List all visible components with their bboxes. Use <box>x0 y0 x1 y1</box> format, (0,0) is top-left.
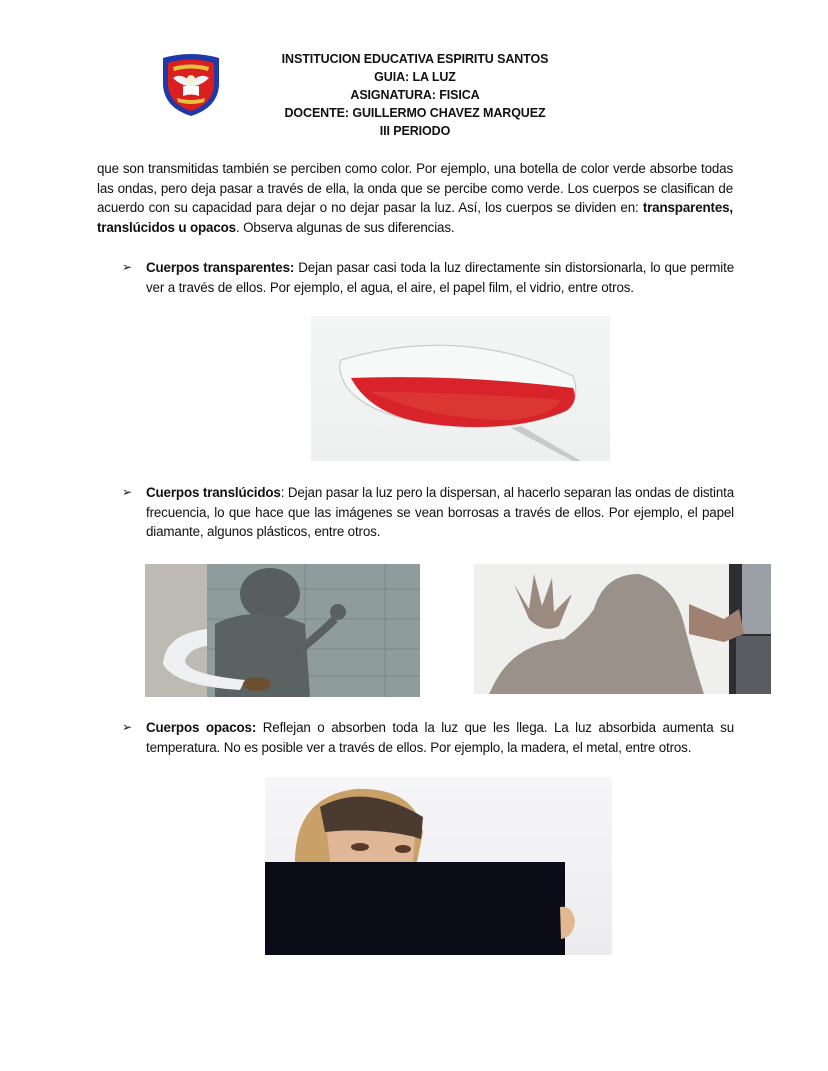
bullet-title: Cuerpos transparentes: <box>146 260 295 275</box>
arrow-bullet-icon: ➢ <box>122 720 133 734</box>
bullet-title: Cuerpos opacos: <box>146 720 257 735</box>
institution-name: INSTITUCION EDUCATIVA ESPIRITU SANTOS <box>281 52 549 66</box>
bullet-opacos <box>122 718 734 757</box>
person-behind-black-board-image <box>265 777 612 955</box>
intro-text-end: . Observa algunas de sus diferencias. <box>235 219 455 235</box>
intro-text: que son transmitidas también se perciben como color. Por ejemplo, una botella de color verde absorbe todas las ondas, pero deja pasar a través de ella, la onda que se percibe como verde. Los cuerpos se clasifican de acuerdo con su capacidad para dejar o no dejar pasar la luz. Así, los cuerpos se dividen en: <box>97 161 733 215</box>
teacher: DOCENTE: GUILLERMO CHAVEZ MARQUEZ <box>284 106 546 120</box>
document-header <box>230 50 600 140</box>
school-crest-icon <box>159 52 223 118</box>
wine-glass-image <box>311 316 610 461</box>
arrow-bullet-icon: ➢ <box>122 485 133 499</box>
subject: ASIGNATURA: FISICA <box>350 88 480 102</box>
guide-title: GUIA: LA LUZ <box>374 70 456 84</box>
intro-paragraph <box>97 159 733 237</box>
translucent-panel-person-image <box>474 564 771 694</box>
bullet-translucidos <box>122 483 734 542</box>
bullet-transparentes <box>122 258 734 297</box>
period: III PERIODO <box>379 124 451 138</box>
bullet-title: Cuerpos translúcidos <box>146 485 281 500</box>
bullet-text: Dejan pasar casi toda la luz directamente sin distorsionarla, lo que permite ver a través de ellos. Por ejemplo, el agua, el aire, el papel film, el vidrio, entre otros. <box>146 260 734 295</box>
bullet-text: : Dejan pasar la luz pero la dispersan, al hacerlo separan las ondas de distinta frecuencia, lo que hace que las imágenes se vean borrosas a través de ellos. Por ejemplo, el papel diamante, algunos plásticos, entre otros. <box>146 485 734 539</box>
intro-bold-terms: transparentes, translúcidos u opacos <box>97 200 733 235</box>
frosted-glass-silhouette-image <box>145 564 420 697</box>
bullet-text: Reflejan o absorben toda la luz que les llega. La luz absorbida aumenta su temperatura. No es posible ver a través de ellos. Por ejemplo, la madera, el metal, entre otros. <box>146 720 734 755</box>
arrow-bullet-icon: ➢ <box>122 260 133 274</box>
